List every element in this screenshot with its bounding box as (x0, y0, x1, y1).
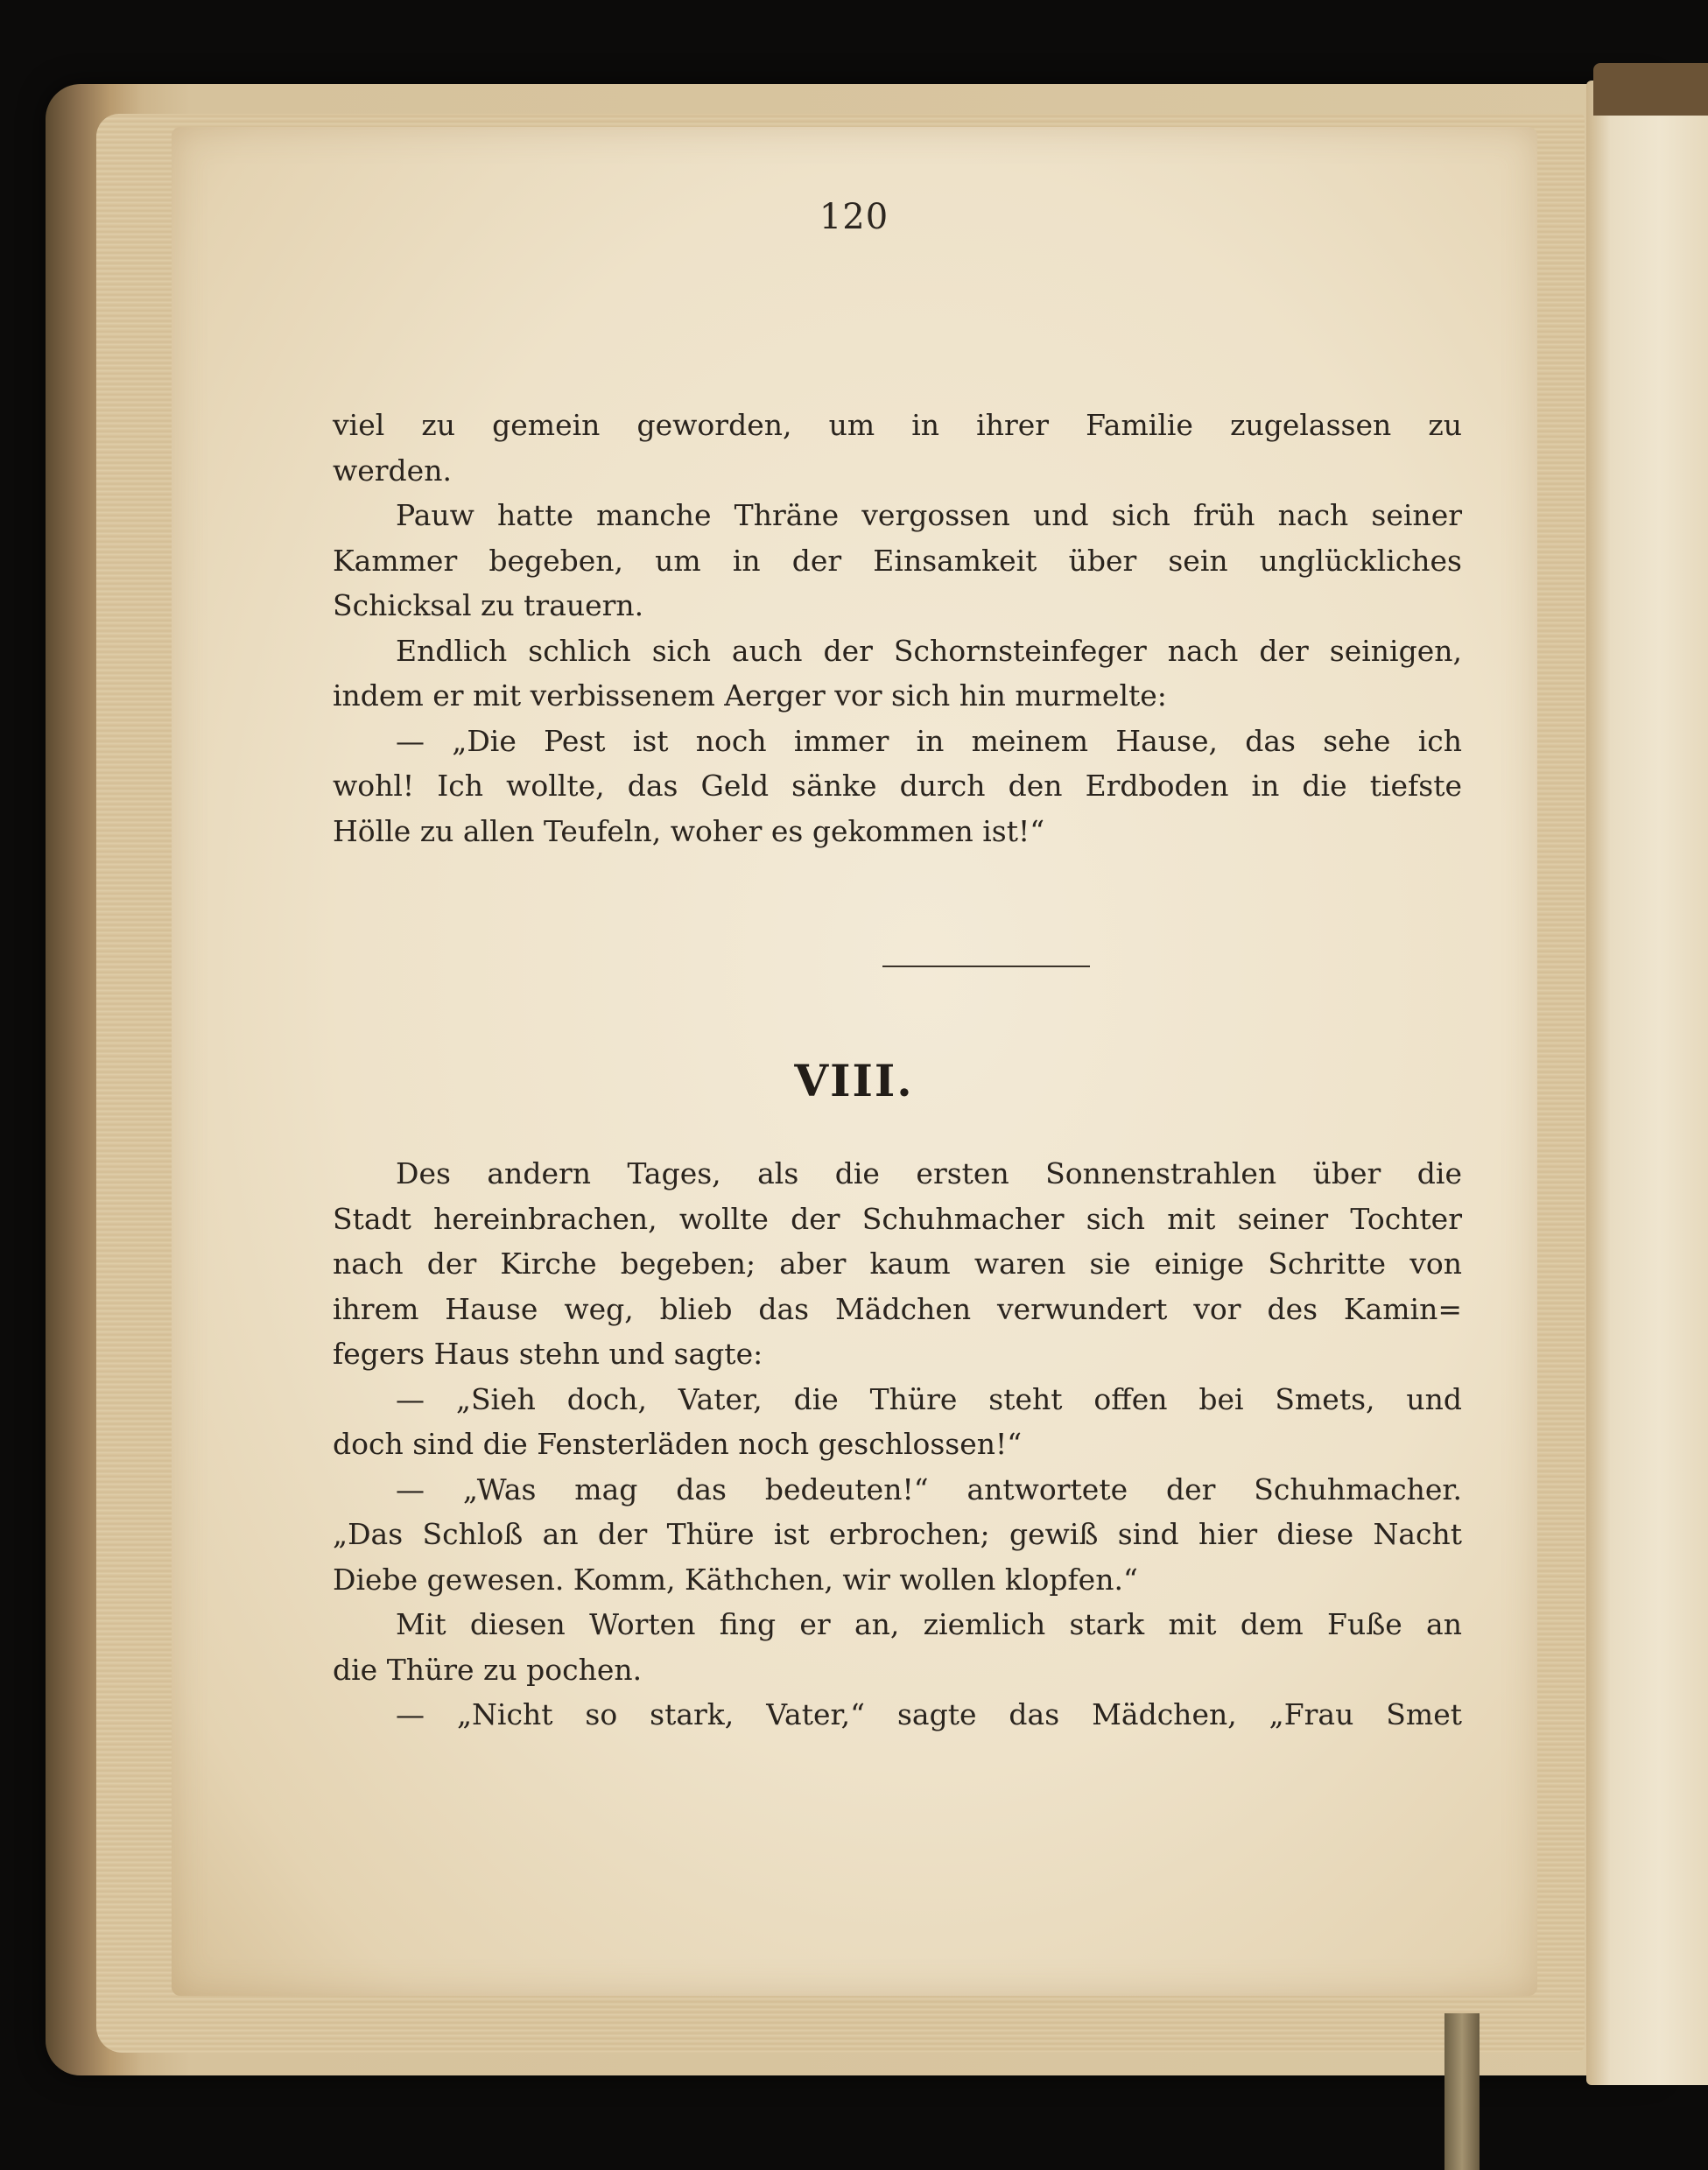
bookmark-ribbon (1444, 2013, 1480, 2170)
text-line: Stadt hereinbrachen, wollte der Schuhmacher sich mit seiner Tochter (333, 1201, 1462, 1236)
chapter-heading: VIII. (794, 1055, 914, 1106)
text-line: Hölle zu allen Teufeln, woher es gekommen ist!“ (333, 813, 1045, 848)
text-line: — „Nicht so stark, Vater,“ sagte das Mädchen, „Frau Smet (396, 1697, 1462, 1731)
text-line: nach der Kirche begeben; aber kaum waren sie einige Schritte von (333, 1247, 1462, 1281)
text-line: Mit diesen Worten fing er an, ziemlich stark mit dem Fuße an (396, 1607, 1462, 1641)
text-line: Schicksal zu trauern. (333, 588, 644, 622)
text-line: „Das Schloß an der Thüre ist erbrochen; gewiß sind hier diese Nacht (333, 1517, 1462, 1551)
text-before-divider (333, 403, 1462, 853)
section-divider (882, 966, 1090, 967)
text-line: wohl! Ich wollte, das Geld sänke durch den Erdboden in die tiefste (333, 769, 1462, 803)
text-line: — „Die Pest ist noch immer in meinem Hause, das sehe ich (396, 723, 1462, 758)
text-line: — „Was mag das bedeuten!“ antwortete der Schuhmacher. (396, 1471, 1462, 1506)
text-line: viel zu gemein geworden, um in ihrer Familie zugelassen zu (333, 408, 1462, 442)
right-cover-corner (1593, 63, 1708, 116)
text-line: werden. (333, 453, 452, 488)
text-after-heading (333, 1151, 1462, 1738)
text-line: fegers Haus stehn und sagte: (333, 1337, 763, 1371)
text-line: Diebe gewesen. Komm, Käthchen, wir wollen klopfen.“ (333, 1562, 1138, 1597)
text-line: ihrem Hause weg, blieb das Mädchen verwundert vor des Kamin= (333, 1291, 1462, 1326)
text-line: die Thüre zu pochen. (333, 1652, 643, 1687)
text-line: indem er mit verbissenem Aerger vor sich hin murmelte: (333, 678, 1167, 713)
page-number: 120 (819, 197, 889, 237)
text-line: Endlich schlich sich auch der Schornsteinfeger nach der seinigen, (396, 633, 1462, 668)
text-line: doch sind die Fensterläden noch geschlossen!“ (333, 1427, 1023, 1461)
text-line: Pauw hatte manche Thräne vergossen und sich früh nach seiner (396, 498, 1462, 532)
text-line: Kammer begeben, um in der Einsamkeit über sein unglückliches (333, 543, 1462, 578)
text-line: Des andern Tages, als die ersten Sonnenstrahlen über die (396, 1156, 1462, 1190)
text-line: — „Sieh doch, Vater, die Thüre steht offen bei Smets, und (396, 1381, 1462, 1416)
